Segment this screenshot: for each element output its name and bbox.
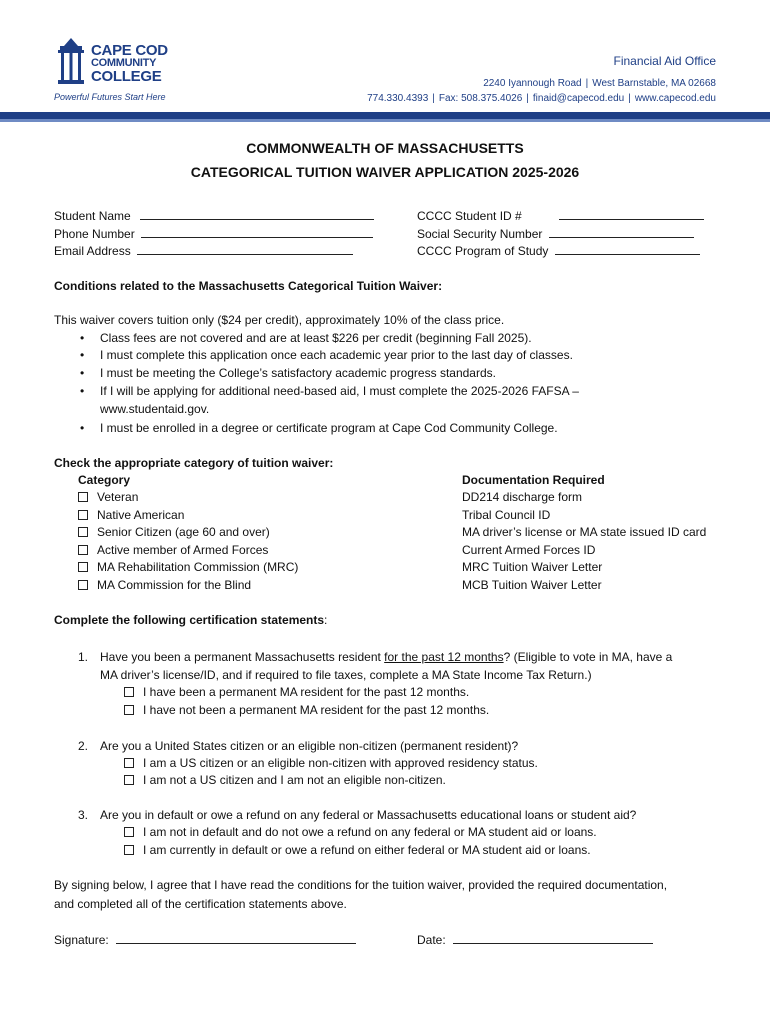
category-label: Senior Citizen (age 60 and over) <box>97 525 270 539</box>
page-subtitle: CATEGORICAL TUITION WAIVER APPLICATION 2025-2026 <box>190 164 580 180</box>
question-1 <box>100 650 672 664</box>
condition-bullet: • If I will be applying for additional need-based aid, I must complete the 2025-2026 FAFSA – <box>100 384 579 398</box>
page-title: COMMONWEALTH OF MASSACHUSETTS <box>246 140 524 156</box>
question-2: Are you a United States citizen or an eligible non-citizen (permanent resident)? <box>100 739 519 753</box>
checkbox[interactable] <box>78 545 88 555</box>
student-name-blank[interactable] <box>140 209 374 220</box>
header-band-accent <box>0 119 770 122</box>
documentation-item: MCB Tuition Waiver Letter <box>462 578 602 592</box>
program-field[interactable] <box>417 244 700 258</box>
signing-statement-line-1: By signing below, I agree that I have read the conditions for the tuition waiver, provided the required documentation, <box>54 878 668 892</box>
ssn-field[interactable] <box>417 227 694 241</box>
option-label: I am a US citizen or an eligible non-citizen with approved residency status. <box>143 756 538 770</box>
email-address-label: Email Address <box>54 244 131 258</box>
documentation-item: Tribal Council ID <box>462 508 551 522</box>
documentation-item: DD214 discharge form <box>462 490 583 504</box>
conditions-heading: Conditions related to the Massachusetts Categorical Tuition Waiver: <box>54 279 443 293</box>
office-name: Financial Aid Office <box>613 54 716 68</box>
student-name-label: Student Name <box>54 209 131 223</box>
checkbox[interactable] <box>124 775 134 785</box>
logo-tagline: Powerful Futures Start Here <box>54 92 166 102</box>
category-option-veteran[interactable] <box>78 490 138 504</box>
question-2-option-no[interactable] <box>124 773 446 787</box>
documentation-item: Current Armed Forces ID <box>462 543 596 557</box>
phone-number-label: Phone Number <box>54 227 135 241</box>
student-id-blank[interactable] <box>559 209 704 220</box>
fax-number: Fax: 508.375.4026 <box>438 93 523 104</box>
category-option-armed-forces[interactable] <box>78 543 268 557</box>
question-1-number: 1. <box>78 650 89 664</box>
question-1-underlined: for the past 12 months <box>384 650 504 664</box>
ssn-blank[interactable] <box>549 227 694 238</box>
condition-bullet-continuation: www.studentaid.gov. <box>100 402 210 416</box>
question-1-option-yes[interactable] <box>124 685 469 699</box>
documentation-column-header: Documentation Required <box>462 473 605 487</box>
website-link[interactable]: www.capecod.edu <box>634 93 716 104</box>
student-name-field[interactable] <box>54 209 374 223</box>
date-blank[interactable] <box>453 933 653 944</box>
condition-bullet: • I must be enrolled in a degree or certificate program at Cape Cod Community College. <box>100 421 558 435</box>
checkbox[interactable] <box>78 527 88 537</box>
student-id-label: CCCC Student ID # <box>417 209 522 223</box>
checkbox[interactable] <box>124 758 134 768</box>
question-1-option-no[interactable] <box>124 703 489 717</box>
header-band <box>0 112 770 119</box>
checkbox[interactable] <box>124 705 134 715</box>
category-option-mrc[interactable] <box>78 560 298 574</box>
checkbox[interactable] <box>124 845 134 855</box>
address-line: 2240 Iyannough Road | West Barnstable, MA 02668 <box>483 78 716 89</box>
student-id-field[interactable] <box>417 209 704 223</box>
logo-line-2: COMMUNITY <box>91 57 157 69</box>
question-1-text-a: Have you been a permanent Massachusetts resident <box>100 650 385 664</box>
option-label: I am currently in default or owe a refund on either federal or MA student aid or loans. <box>143 843 591 857</box>
contact-line: 774.330.4393 | Fax: 508.375.4026 | finaid@capecod.edu | www.capecod.edu <box>367 93 716 104</box>
certification-heading-colon: : <box>324 613 328 627</box>
question-1-text-b: ? (Eligible to vote in MA, have a <box>503 650 673 664</box>
logo-line-3: COLLEGE <box>91 68 162 85</box>
checkbox[interactable] <box>78 562 88 572</box>
category-column-header: Category <box>78 473 131 487</box>
category-label: Veteran <box>97 490 139 504</box>
street-address: 2240 Iyannough Road <box>483 78 582 89</box>
email-address-field[interactable] <box>54 244 353 258</box>
category-option-mcb[interactable] <box>78 578 251 592</box>
question-1-line-2: MA driver’s license/ID, and if required to file taxes, complete a MA State Income Tax Return.) <box>100 668 592 682</box>
category-option-native-american[interactable] <box>78 508 184 522</box>
question-3-number: 3. <box>78 808 89 822</box>
date-field[interactable] <box>417 933 653 947</box>
category-label: Active member of Armed Forces <box>97 543 269 557</box>
option-label: I am not a US citizen and I am not an eligible non-citizen. <box>143 773 446 787</box>
question-3: Are you in default or owe a refund on any federal or Massachusetts educational loans or student aid? <box>100 808 637 822</box>
logo-line-1: CAPE COD <box>91 42 168 59</box>
category-label: Native American <box>97 508 185 522</box>
program-blank[interactable] <box>555 244 700 255</box>
option-label: I have been a permanent MA resident for the past 12 months. <box>143 685 470 699</box>
checkbox[interactable] <box>78 580 88 590</box>
email-address-blank[interactable] <box>137 244 353 255</box>
category-label: MA Commission for the Blind <box>97 578 252 592</box>
checkbox[interactable] <box>78 510 88 520</box>
documentation-item: MRC Tuition Waiver Letter <box>462 560 603 574</box>
certification-heading <box>54 613 327 627</box>
conditions-intro: This waiver covers tuition only ($24 per credit), approximately 10% of the class price. <box>54 313 505 327</box>
ssn-label: Social Security Number <box>417 227 543 241</box>
condition-bullet: • I must be meeting the College’s satisfactory academic progress standards. <box>100 366 496 380</box>
signature-field[interactable] <box>54 933 356 947</box>
email-link[interactable]: finaid@capecod.edu <box>532 93 625 104</box>
signing-statement-line-2: and completed all of the certification statements above. <box>54 897 347 911</box>
logo-wordmark <box>91 44 168 83</box>
checkbox[interactable] <box>124 827 134 837</box>
option-label: I have not been a permanent MA resident for the past 12 months. <box>143 703 490 717</box>
phone-number-blank[interactable] <box>141 227 373 238</box>
option-label: I am not in default and do not owe a refund on any federal or MA student aid or loans. <box>143 825 597 839</box>
category-option-senior-citizen[interactable] <box>78 525 270 539</box>
category-label: MA Rehabilitation Commission (MRC) <box>97 560 299 574</box>
checkbox[interactable] <box>78 492 88 502</box>
question-2-number: 2. <box>78 739 89 753</box>
date-label: Date: <box>417 933 446 947</box>
condition-bullet: • Class fees are not covered and are at least $226 per credit (beginning Fall 2025). <box>100 331 532 345</box>
certification-heading-text: Complete the following certification statements <box>54 613 325 627</box>
phone-number: 774.330.4393 <box>367 93 429 104</box>
signature-blank[interactable] <box>116 933 356 944</box>
program-label: CCCC Program of Study <box>417 244 549 258</box>
question-2-option-yes[interactable] <box>124 756 538 770</box>
city-address: West Barnstable, MA 02668 <box>592 78 716 89</box>
question-3-option-default[interactable] <box>124 843 591 857</box>
checkbox[interactable] <box>124 687 134 697</box>
phone-number-field[interactable] <box>54 227 373 241</box>
signature-label: Signature: <box>54 933 109 947</box>
condition-bullet: • I must complete this application once each academic year prior to the last day of classes. <box>100 348 573 362</box>
documentation-item: MA driver’s license or MA state issued ID card <box>462 525 707 539</box>
waiver-heading: Check the appropriate category of tuition waiver: <box>54 456 334 470</box>
question-3-option-no-default[interactable] <box>124 825 597 839</box>
